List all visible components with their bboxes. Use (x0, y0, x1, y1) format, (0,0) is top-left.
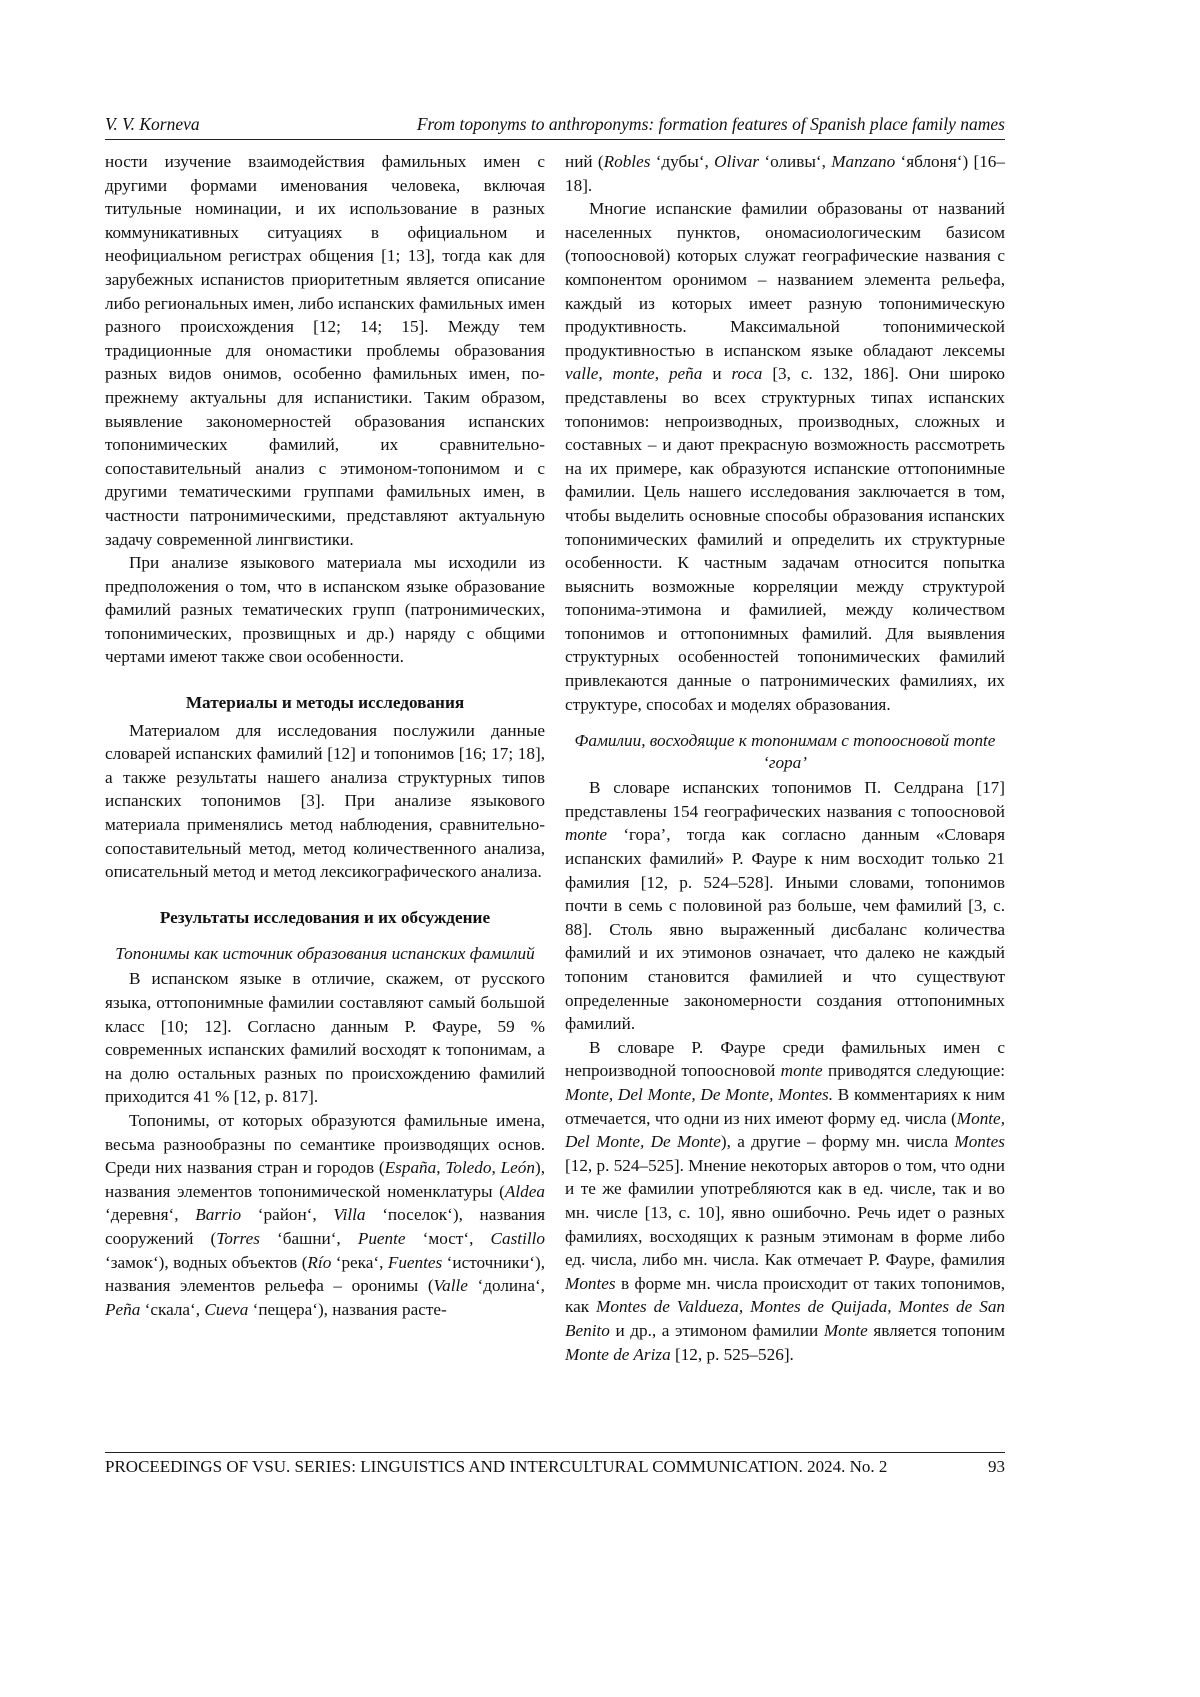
text-run: В словаре Р. Фауре среди фамильных имен с непроизводной топоосновой (565, 1038, 1005, 1081)
italic-term: Monte, Del Monte, De Monte (565, 1109, 1005, 1152)
paragraph (105, 551, 545, 669)
italic-term: Toledo (445, 1158, 491, 1177)
italic-term: Montes (565, 1274, 616, 1293)
text-run: в форме мн. числа происходит от таких топонимов, как (565, 1274, 1005, 1317)
paragraph (565, 776, 1005, 1036)
text-run: , (436, 1158, 445, 1177)
italic-term: monte (613, 364, 655, 383)
page-number: 93 (988, 1457, 1005, 1477)
italic-term: Torres (216, 1229, 260, 1248)
italic-term: Aldea (505, 1182, 545, 1201)
italic-term: roca (732, 364, 763, 383)
subsection-heading: Топонимы как источник образования испанских фамилий (105, 943, 545, 965)
italic-term: Villa (333, 1205, 365, 1224)
text-run: ‘мост‘, (406, 1229, 491, 1248)
text-run: ности изучение взаимодействия фамильных имен с другими формами именования человека, включая титульные номинации, и их использование в разных коммуникативных ситуациях в официальном и неофициальном регистрах общения [1; 13], тогда как для зарубежных испанистов приоритетным является описание либо региональных имен, либо испанских фамильных имен разного происхождения [12; 14; 15]. Между тем традиционные для ономастики проблемы образования разных видов онимов, особенно фамильных имен, по-прежнему актуальны для испанистики. Таким образом, выявление закономерностей образования испанских топонимических фамилий, их сравнительно-сопоставительный анализ с этимоном-топонимом и с другими тематическими группами фамильных имен, в частности патронимическими, представляют актуальную задачу современной лингвистики. (105, 152, 545, 549)
paragraph (565, 197, 1005, 716)
text-run: ‘поселок‘), названия сооружений ( (105, 1205, 545, 1248)
footer-journal: PROCEEDINGS OF VSU. SERIES: LINGUISTICS AND INTERCULTURAL COMMUNICATION. 2024. No. 2 (105, 1457, 887, 1477)
italic-term: Cueva (204, 1300, 248, 1319)
subsection-heading: Фамилии, восходящие к топонимам с топоосновой monte ‘гора’ (565, 730, 1005, 774)
text-run: ‘пещера‘), названия расте- (248, 1300, 446, 1319)
italic-term: monte (781, 1061, 823, 1080)
italic-term: Puente (358, 1229, 406, 1248)
text-run: В словаре испанских топонимов П. Селдрана [17] представлены 154 географических названия с топоосновой (565, 778, 1005, 821)
text-run: ‘деревня‘, (105, 1205, 195, 1224)
text-run: и (702, 364, 731, 383)
text-run: ‘дубы‘, (650, 152, 714, 171)
right-column (565, 150, 1005, 1366)
italic-term: Monte, Del Monte, De Monte, Montes. (565, 1085, 833, 1104)
text-run: ), названия элементов топонимической номенклатуры ( (105, 1158, 545, 1201)
text-run: Материалом для исследования послужили данные словарей испанских фамилий [12] и топонимов [16; 17; 18], а также результаты нашего анализа структурных типов испанских топонимов [3]. При анализе языкового материала применялись метод наблюдения, сравнительно-сопоставительный метод, метод количественного анализа, описательный метод и метод лексикографического анализа. (105, 721, 545, 882)
text-run: [3, с. 132, 186]. Они широко представлены во всех структурных типах испанских топонимов: непроизводных, производных, сложных и составных – и дают прекрасную возможность рассмотреть на их примере, как образуются испанские оттопонимные фамилии. Цель нашего исследования заключается в том, чтобы выделить основные способы образования испанских топонимических фамилий и определить их структурные особенности. К частным задачам относится попытка выяснить возможные корреляции между структурой топонима-этимона и фамилией, между количеством топонимов и оттопонимных фамилий. Для выявления структурных особенностей топонимических фамилий привлекаются данные о патронимических фамилиях, их структуре, способах и моделях образования. (565, 364, 1005, 713)
italic-term: valle (565, 364, 598, 383)
text-run: является топоним (868, 1321, 1005, 1340)
text-run: ‘оливы‘, (759, 152, 831, 171)
text-run: ‘река‘, (331, 1253, 388, 1272)
italic-term: Valle (434, 1276, 468, 1295)
text-run: В комментариях к ним отмечается, что одни из них имеют форму ед. числа ( (565, 1085, 1005, 1128)
left-column (105, 150, 545, 1321)
section-heading: Материалы и методы исследования (105, 691, 545, 715)
paragraph (105, 150, 545, 551)
text-run: ‘яблоня‘) [16–18]. (565, 152, 1005, 195)
italic-term: Castillo (491, 1229, 545, 1248)
paragraph (105, 967, 545, 1109)
text-run: и др., а этимоном фамилии (610, 1321, 824, 1340)
text-run: Топонимы, от которых образуются фамильные имена, весьма разнообразны по семантике производящих основ. Среди них названия стран и городов ( (105, 1111, 545, 1177)
text-run: , (598, 364, 612, 383)
italic-term: Monte de Ariza (565, 1345, 671, 1364)
italic-term: Monte (824, 1321, 868, 1340)
text-run: ‘замок‘), водных объектов ( (105, 1253, 307, 1272)
text-run: , (492, 1158, 501, 1177)
paragraph (565, 150, 1005, 197)
italic-term: España (385, 1158, 437, 1177)
text-run: ), а другие – форму мн. числа (721, 1132, 955, 1151)
header-author: V. V. Korneva (105, 114, 200, 135)
italic-term: Río (307, 1253, 331, 1272)
italic-term: Fuentes (388, 1253, 442, 1272)
running-header (105, 114, 1005, 140)
text-run: При анализе языкового материала мы исходили из предположения о том, что в испанском языке образование фамилий разных тематических групп (патронимических, топонимических, прозвищных и др.) наряду с общими чертами имеют также свои особенности. (105, 553, 545, 666)
text-run: ‘гора’, тогда как согласно данным «Словаря испанских фамилий» Р. Фауре к ним восходит только 21 фамилия [12, p. 524–528]. Иными словами, топонимов почти в семь с половиной раз больше, чем фамилий [3, с. 88]. Столь явно выраженный дисбаланс количества фамилий и их этимонов означает, что далеко не каждый топоним становится фамилией и что существуют определенные закономерности создания оттопонимных фамилий. (565, 825, 1005, 1033)
italic-term: Barrio (195, 1205, 241, 1224)
text-run: ‘источники‘), названия элементов рельефа – оронимы ( (105, 1253, 545, 1296)
text-run: приводятся следующие: (823, 1061, 1005, 1080)
text-run: ний ( (565, 152, 604, 171)
section-heading: Результаты исследования и их обсуждение (105, 906, 545, 930)
text-run: [12, p. 525–526]. (671, 1345, 794, 1364)
paragraph (105, 1109, 545, 1321)
text-run: [12, p. 524–525]. Мнение некоторых авторов о том, что одни и те же фамилии употребляются как в ед. числе, так и во мн. числе [13, с. 10], явно ошибочно. Речь идет о разных фамилиях, восходящих к разным этимонам в форме либо ед. числа, либо мн. числа. Как отмечает Р. Фауре, фамилия (565, 1156, 1005, 1269)
italic-term: León (501, 1158, 535, 1177)
italic-term: monte (565, 825, 607, 844)
italic-term: Manzano (831, 152, 895, 171)
text-run: ‘долина‘, (468, 1276, 545, 1295)
text-run: ‘скала‘, (140, 1300, 204, 1319)
page-footer (105, 1452, 1005, 1477)
paragraph (565, 1036, 1005, 1366)
text-run: В испанском языке в отличие, скажем, от русского языка, оттопонимные фамилии составляют самый большой класс [10; 12]. Согласно данным Р. Фауре, 59 % современных испанских фамилий восходят к топонимам, а на долю остальных разных по происхождению фамилий приходится 41 % [12, p. 817]. (105, 969, 545, 1106)
italic-term: peña (669, 364, 702, 383)
italic-term: Peña (105, 1300, 140, 1319)
text-run: Многие испанские фамилии образованы от названий населенных пунктов, ономасиологическим базисом (топоосновой) которых служат географические названия с компонентом оронимом – названием элемента рельефа, каждый из которых имеет разную топонимическую продуктивность. Максимальной топонимической продуктивностью в испанском языке обладают лексемы (565, 199, 1005, 360)
italic-term: Olivar (714, 152, 759, 171)
paragraph (105, 719, 545, 884)
text-run: ‘башни‘, (260, 1229, 358, 1248)
text-run: ‘район‘, (241, 1205, 333, 1224)
italic-term: Montes (954, 1132, 1005, 1151)
italic-term: Montes de Valdueza, Montes de Quijada, Montes de San Benito (565, 1297, 1005, 1340)
header-title: From toponyms to anthroponyms: formation features of Spanish place family names (417, 114, 1005, 135)
italic-term: Robles (604, 152, 651, 171)
text-run: , (655, 364, 669, 383)
